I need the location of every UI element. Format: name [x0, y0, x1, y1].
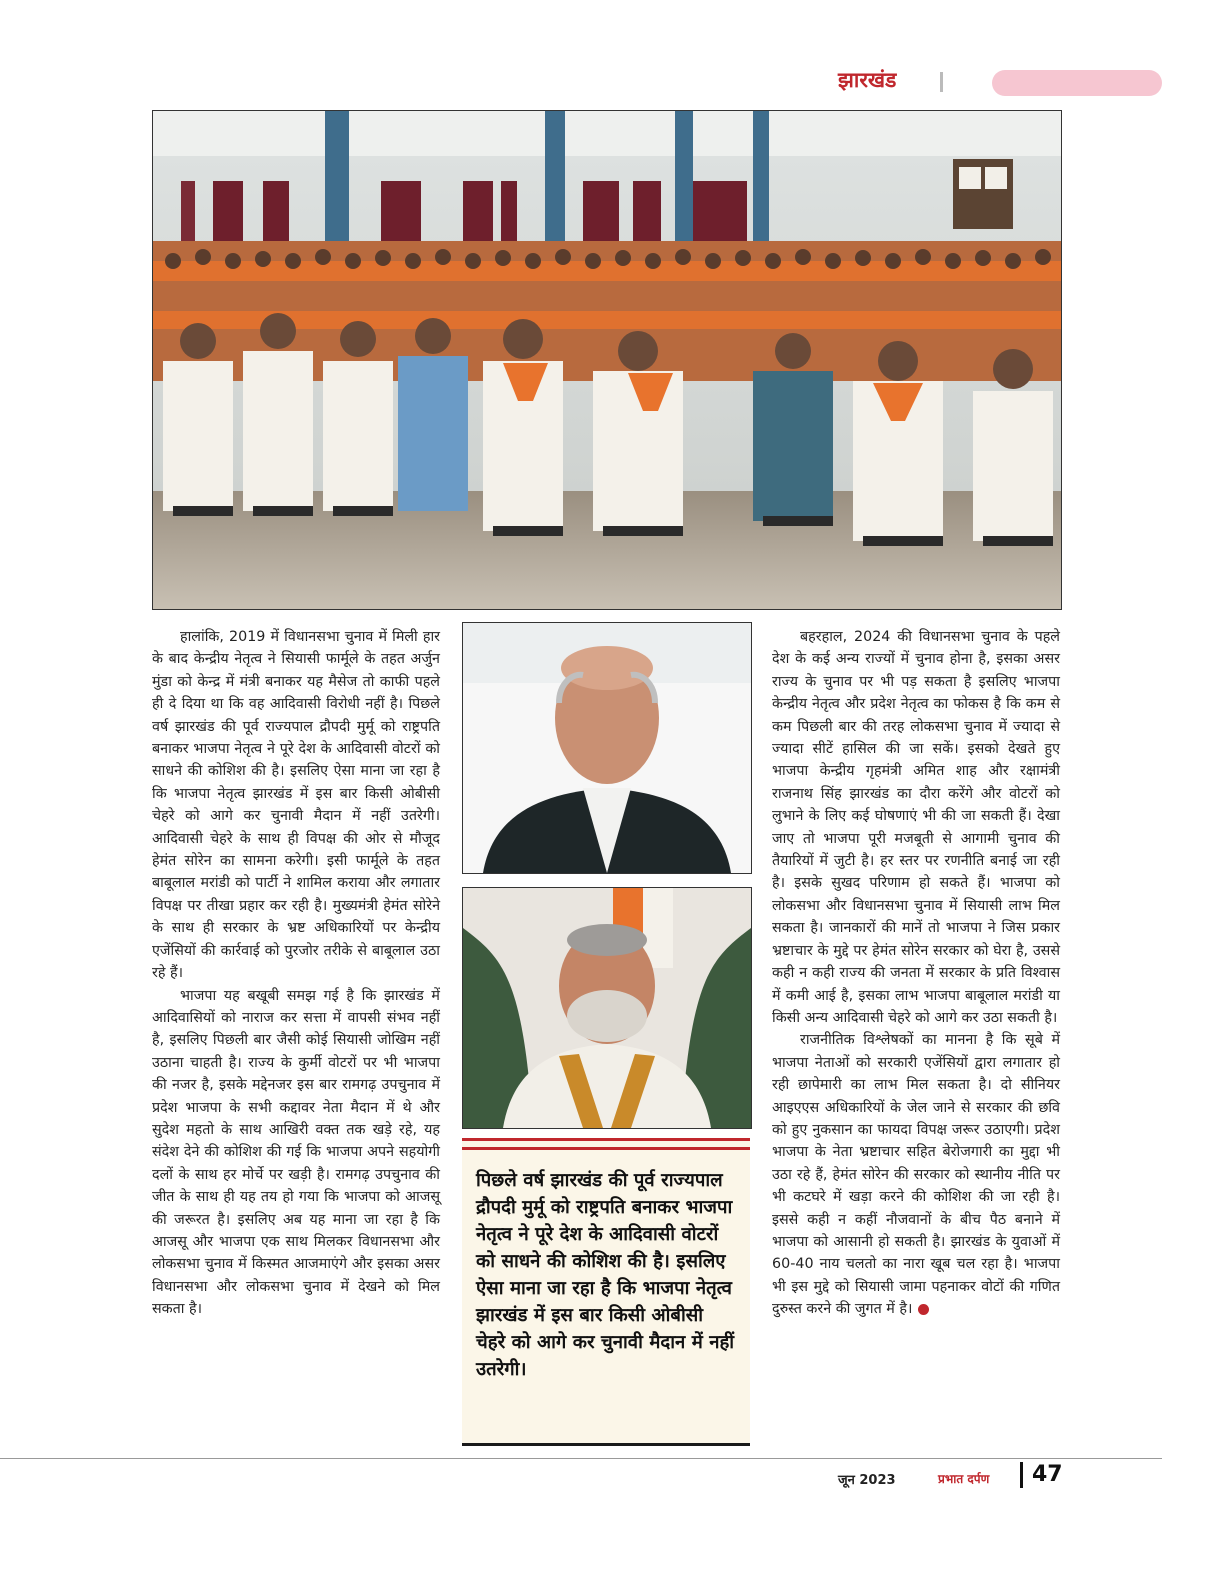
- article-column-right: [772, 626, 1060, 1321]
- portrait-photo-top: [462, 622, 752, 874]
- header-divider: [940, 72, 943, 92]
- pull-quote-text: पिछले वर्ष झारखंड की पूर्व राज्यपाल द्रौपदी मुर्मू को राष्ट्रपति बनाकर भाजपा नेतृत्व ने पूरे देश के आदिवासी वोटरों को साधने की कोशिश की है। इसलिए ऐसा माना जा रहा है कि भाजपा नेतृत्व झारखंड में इस बार किसी ओबीसी चेहरे को आगे कर चुनावी मैदान में नहीं उतरेगी।: [476, 1170, 735, 1380]
- page-number: 47: [1032, 1462, 1063, 1487]
- paragraph-text: राजनीतिक विश्लेषकों का मानना है कि सूबे में भाजपा नेताओं को सरकारी एजेंसियों द्वारा लगातार हो रही छापेमारी का लाभ मिल सकता है। दो सीनियर आइएएस अधिकारियों के जेल जाने से सरकार की छवि को हुए नुकसान का फायदा विपक्ष जरूर उठाएगी। प्रदेश भाजपा के नेता भ्रष्टाचार सहित बेरोजगारी का मुद्दा भी उठा रहे हैं, हेमंत सोरेन की सरकार को स्थानीय नीति पर भी कटघरे में खड़ा करने की कोशिश की जा रही है। इससे कही न कहीं नौजवानों के बीच पैठ बनाने में भाजपा को आसानी हो सकती है। झारखंड के युवाओं में 60-40 नाय चलतो का नारा खूब चल रहा है। भाजपा भी इस मुद्दे को सियासी जामा पहनाकर वोटों की गणित दुरुस्त करने की जुगत में है।: [772, 1032, 1060, 1318]
- paragraph: हालांकि, 2019 में विधानसभा चुनाव में मिली हार के बाद केन्द्रीय नेतृत्व ने सियासी फार्मूले के तहत अर्जुन मुंडा को केन्द्र में मंत्री बनाकर यह मैसेज तो काफी पहले ही दे दिया था कि वह आदिवासी विरोधी नहीं है। पिछले वर्ष झारखंड की पूर्व राज्यपाल द्रौपदी मुर्मू को राष्ट्रपति बनाकर भाजपा नेतृत्व ने पूरे देश के आदिवासी वोटरों को साधने की कोशिश की है। इसलिए ऐसा माना जा रहा है कि भाजपा नेतृत्व झारखंड में इस बार किसी ओबीसी चेहरे को आगे कर चुनावी मैदान में नहीं उतरेगी। आदिवासी चेहरे के साथ ही विपक्ष की ओर से मौजूद हेमंत सोरेन का सामना करेगी। इसी फार्मूले के तहत बाबूलाल मरांडी को पार्टी ने शामिल कराया और लगातार विपक्ष पर तीखा प्रहार कर रही है। मुख्यमंत्री हेमंत सोरेने के साथ ही सरकार के भ्रष्ट अधिकारियों पर केन्द्रीय एजेंसियों की कार्रवाई को पुरजोर तरीके से बाबूलाल उठा रहे हैं।: [152, 629, 440, 982]
- pull-quote-rule: [462, 1147, 750, 1150]
- paragraph: भाजपा यह बखूबी समझ गई है कि झारखंड में आदिवासियों को नाराज कर सत्ता में वापसी संभव नहीं है, इसलिए पिछली बार जैसी कोई सियासी जोखिम नहीं उठाना चाहती है। राज्य के कुर्मी वोटरों पर भी भाजपा की नजर है, इसके मद्देनजर इस बार रामगढ़ उपचुनाव में प्रदेश भाजपा के सभी कद्दावर नेता मैदान में थे और सुदेश महतो के साथ आखिरी वक्त तक खड़े रहे, यह संदेश देने की कोशिश की गई कि भाजपा अपने सहयोगी दलों के साथ हर मोर्चे पर खड़ी है। रामगढ़ उपचुनाव की जीत के साथ ही यह तय हो गया कि भाजपा को आजसू की जरूरत है। इसलिए अब यह माना जा रहा है कि आजसू और भाजपा एक साथ मिलकर विधानसभा और लोकसभा चुनाव में किस्मत आजमाएंगे और इसका असर विधानसभा और लोकसभा चुनाव में देखने को मिल सकता है।: [152, 987, 440, 1318]
- magazine-logo: प्रभात दर्पण: [938, 1472, 990, 1486]
- pull-quote-box: [462, 1138, 750, 1446]
- portrait-photo-bottom: [462, 887, 752, 1129]
- end-of-article-dot-icon: [918, 1304, 929, 1315]
- footer-rule: [0, 1458, 1162, 1459]
- section-title: झारखंड: [838, 68, 897, 92]
- footer-divider: [1020, 1462, 1023, 1488]
- paragraph: बहरहाल, 2024 की विधानसभा चुनाव के पहले देश के कई अन्य राज्यों में चुनाव होना है, इसका असर राज्य के चुनाव पर भी पड़ सकता है इसलिए भाजपा केन्द्रीय नेतृत्व और प्रदेश नेतृत्व का फोकस है कि कम से कम पिछली बार की तरह लोकसभा चुनाव में ज्यादा से ज्यादा सीटें हासिल की जा सकें। इसको देखते हुए भाजपा केन्द्रीय गृहमंत्री अमित शाह और रक्षामंत्री राजनाथ सिंह झारखंड का दौरा करेंगे और वोटरों को लुभाने के लिए कई घोषणाएं भी की जा सकती हैं। देखा जाए तो भाजपा पूरी मजबूती से आगामी चुनाव की तैयारियों में जुटी है। हर स्तर पर रणनीति बनाई जा रही है। इसके सुखद परिणाम हो सकते हैं। भाजपा को लोकसभा और विधानसभा चुनाव में सियासी लाभ मिल सकता है। जानकारों की मानें तो भाजपा ने जिस प्रकार भ्रष्टाचार के मुद्दे पर हेमंत सोरेन सरकार को घेरा है, उससे कही न कही राज्य की जनता में सरकार के प्रति विश्वास में कमी आई है, इसका लाभ भाजपा बाबूलाल मरांडी या किसी अन्य आदिवासी चेहरे को आगे कर उठा सकती है।: [772, 629, 1060, 1026]
- header-decoration-pill: [992, 70, 1162, 96]
- meeting-hall-photo: [152, 110, 1062, 610]
- paragraph: [772, 1029, 1060, 1320]
- article-column-left: [152, 626, 440, 1321]
- issue-date: जून 2023: [838, 1473, 896, 1488]
